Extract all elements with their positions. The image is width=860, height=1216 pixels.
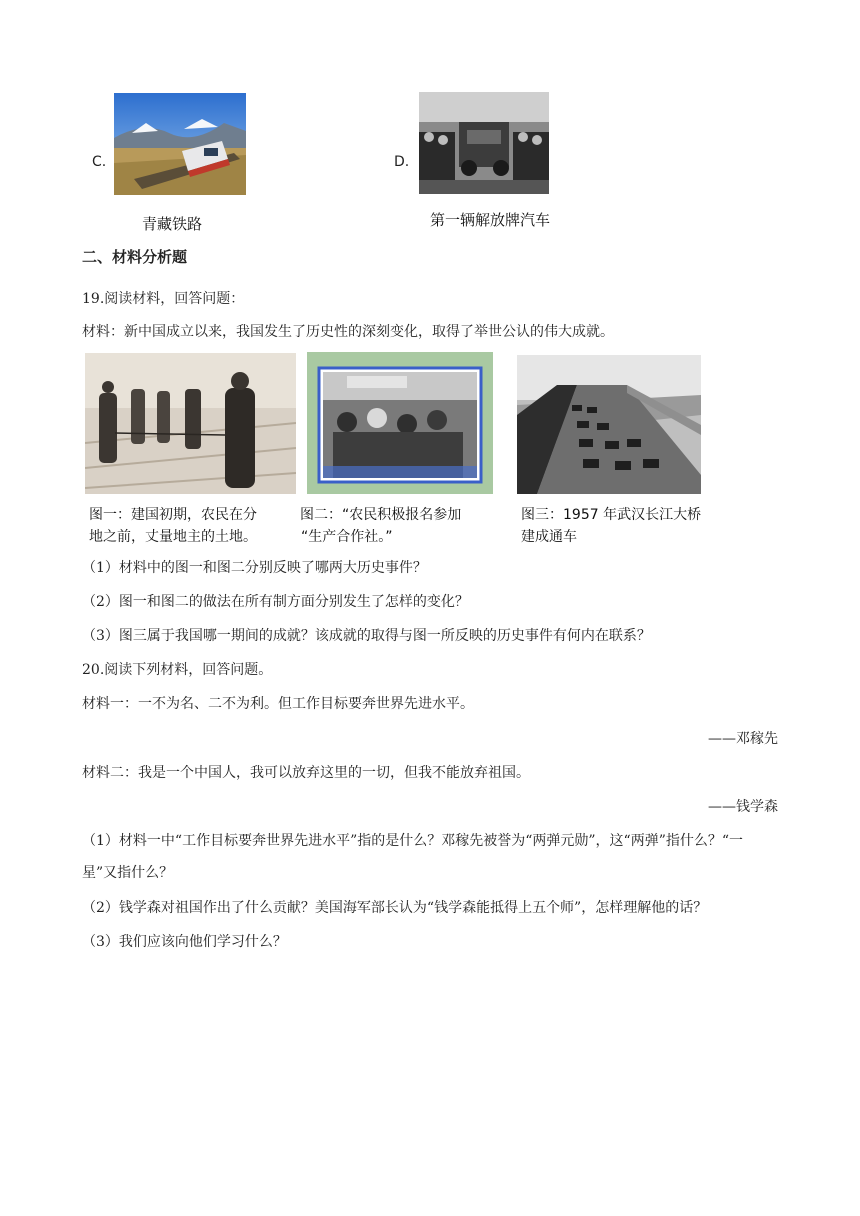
question-19-stem: 19.阅读材料，回答问题： bbox=[82, 291, 245, 307]
option-c-caption: 青藏铁路 bbox=[142, 215, 203, 233]
question-20-material2: 材料二：我是一个中国人，我可以放弃这里的一切，但我不能放弃祖国。 bbox=[82, 765, 530, 781]
figure-2-cooperative-signup-photo bbox=[307, 352, 493, 494]
question-19-sub1: （1）材料中的图一和图二分别反映了哪两大历史事件？ bbox=[82, 560, 427, 576]
option-d-caption: 第一辆解放牌汽车 bbox=[430, 211, 551, 229]
question-19-sub2: （2）图一和图二的做法在所有制方面分别发生了怎样的变化？ bbox=[82, 594, 469, 610]
question-20-sub2: （2）钱学森对祖国作出了什么贡献？美国海军部长认为“钱学森能抵得上五个师”，怎样理解他的话？ bbox=[82, 900, 708, 916]
question-20-sub1-line1: （1）材料一中“工作目标要奔世界先进水平”指的是什么？邓稼先被誉为“两弹元勋”，这“两弹”指什么？“一 bbox=[82, 833, 744, 849]
question-19-material: 材料：新中国成立以来，我国发生了历史性的深刻变化，取得了举世公认的伟大成就。 bbox=[82, 324, 614, 340]
figure-3-wuhan-bridge-photo bbox=[517, 355, 701, 494]
question-19-sub3: （3）图三属于我国哪一期间的成就？该成就的取得与图一所反映的历史事件有何内在联系？ bbox=[82, 628, 651, 644]
option-d-letter: D. bbox=[394, 154, 410, 170]
question-20-source2: ——钱学森 bbox=[708, 799, 778, 815]
first-jiefang-truck-photo bbox=[419, 92, 549, 194]
figure-1-caption-line1: 图一：建国初期，农民在分 bbox=[89, 507, 257, 523]
qinghai-tibet-railway-photo bbox=[114, 93, 246, 195]
figure-3-caption-line2: 建成通车 bbox=[521, 529, 577, 545]
question-20-material1: 材料一：一不为名、二不为利。但工作目标要奔世界先进水平。 bbox=[82, 696, 474, 712]
question-20-stem: 20.阅读下列材料，回答问题。 bbox=[82, 662, 273, 678]
figure-1-caption-line2: 地之前，丈量地主的土地。 bbox=[89, 529, 257, 545]
option-c-letter: C. bbox=[92, 154, 107, 170]
question-20-sub1-line2: 星”又指什么？ bbox=[82, 865, 174, 881]
figure-2-caption-line1: 图二：“农民积极报名参加 bbox=[300, 507, 462, 523]
section-title: 二、材料分析题 bbox=[82, 248, 188, 266]
question-20-source1: ——邓稼先 bbox=[708, 731, 778, 747]
figure-2-caption-line2: “生产合作社。” bbox=[301, 529, 393, 545]
figure-1-land-measuring-photo bbox=[85, 353, 296, 494]
question-20-sub3: （3）我们应该向他们学习什么？ bbox=[82, 934, 287, 950]
figure-3-caption-line1: 图三：1957 年武汉长江大桥 bbox=[521, 507, 702, 523]
